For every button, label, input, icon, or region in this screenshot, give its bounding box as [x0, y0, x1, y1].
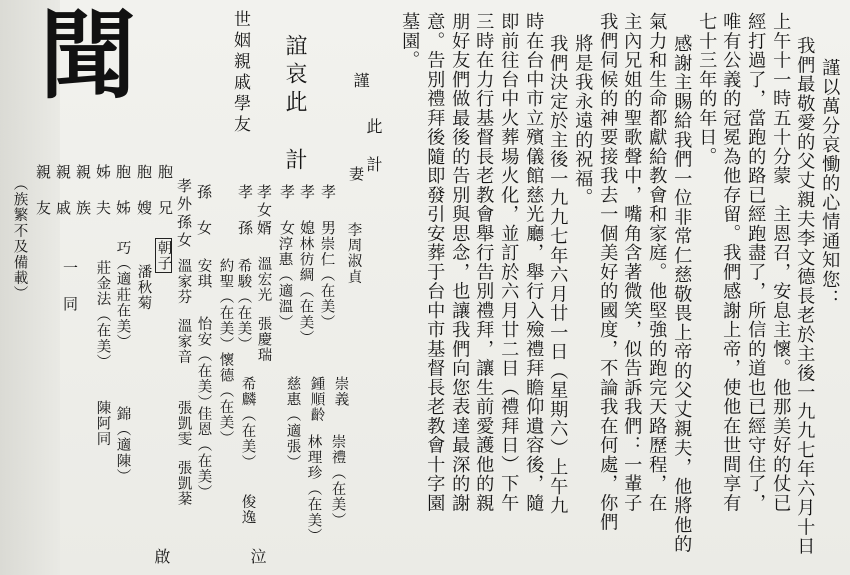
daughters-label: 孝 女	[278, 184, 296, 238]
signoff-qi: 啟	[152, 548, 171, 566]
grandsons-name-1: 希駿（在美）	[235, 258, 252, 353]
notice-column-2: 我們最敬愛的父丈親夫李文德長老於主後一九九七年六月十日	[794, 36, 816, 556]
grandsons-more-1: 約聖（在美）	[217, 258, 234, 353]
sil2-label: 胞 嫂	[135, 164, 153, 218]
ext-grand-name-3: 張凱雯	[175, 400, 192, 448]
brother-label: 胞 兄	[156, 164, 174, 218]
sil-name-1: 溫宏光	[255, 256, 272, 304]
ext-grand-name-2: 溫家音	[175, 318, 192, 366]
sons-name-3: 崇禮（在美）	[329, 434, 346, 529]
bil-name-1: 莊金法（在美）	[94, 260, 111, 370]
notice-column-1: 謹以萬分哀慟的心情通知您：	[819, 58, 841, 309]
grandsons-label: 孝 孫	[236, 184, 254, 238]
heading-big-character: 聞	[40, 0, 136, 112]
dil-name-2: 鍾順齡	[308, 376, 325, 424]
wife-label: 妻	[347, 166, 365, 184]
friends-label: 親 友	[34, 164, 52, 218]
notice-column-9: 主內兄姐的聖歌聲中，嘴角含著微笑，似告訴我們：一輩子	[621, 12, 643, 513]
sons-label: 孝 男	[319, 184, 337, 238]
sons-name-1: 崇仁（在美）	[318, 236, 335, 331]
bil-name-2: 陳阿同	[94, 400, 111, 448]
header-ji: 計	[364, 156, 383, 174]
granddaughters-label: 孫 女	[195, 184, 213, 238]
dil-name-3: 林理珍（在美）	[305, 434, 322, 544]
header-line-2: 計	[282, 148, 307, 174]
sister-name-1: 巧（適莊在美）	[114, 240, 131, 350]
header-ci: 此	[364, 118, 383, 136]
clan-label: 親 族	[74, 164, 92, 218]
notice-column-16: 朋好友們做最後的告別與思念，也讓我們向您表達最深的謝	[449, 12, 471, 513]
sil-name-2: 張慶瑞	[255, 316, 272, 364]
notice-column-5: 唯有公義的冠冕為他存留。我們感謝上帝，使他在世間享有	[720, 12, 742, 513]
grandsons-more-2: 懷德（在美）	[217, 352, 234, 447]
grandsons-more-3: 俊逸	[239, 494, 256, 526]
sister-name-2: 錦（適陳）	[114, 406, 131, 485]
notice-column-13: 時在台中市立殯儀館慈光廳，舉行入殮禮拜瞻仰遺容後，隨	[523, 12, 545, 513]
daughters-name-2: 慈惠（適張）	[284, 376, 301, 471]
brother-name: 朝子	[155, 240, 172, 272]
notice-column-15: 三時在力行基督長老教會舉行告別禮拜，讓生前愛護他的親	[473, 12, 495, 513]
notice-column-4: 經打過了，當跑的路已經跑盡了，所信的道也已經守住了，	[745, 12, 767, 513]
signoff-weep: 泣	[248, 548, 267, 566]
header-org-line: 世姻親戚學友	[230, 10, 250, 136]
header-line-1: 誼哀此	[282, 34, 307, 118]
grandsons-name-2: 希麟（在美）	[239, 376, 256, 471]
sister-label: 胞 姊	[114, 164, 132, 218]
notice-column-11: 將是我永遠的祝福。	[572, 34, 594, 208]
sons-name-2: 崇義	[332, 376, 349, 408]
notice-column-3: 上午十一時五十分蒙 主恩召，安息主懷。他那美好的仗已	[770, 12, 792, 513]
notice-column-10: 我們伺候的神要接我去一個美好的國度，不論我在何處，你們	[597, 12, 619, 532]
granddaughters-name-2: 怡安（在美）	[195, 316, 212, 411]
ext-grand-name-1: 溫家芬	[175, 258, 192, 306]
notice-column-14: 即前往台中火葬場火化，並訂於六月廿二日（禮拜日）下午	[498, 12, 520, 513]
wife-name: 李周淑貞	[345, 222, 362, 285]
granddaughters-name-3: 佳恩（在美）	[195, 406, 212, 501]
notice-column-18: 墓園。	[399, 12, 421, 70]
header-lead-char: 謹	[351, 72, 370, 90]
sil-label: 孝女婿	[255, 184, 273, 238]
bil-label: 姊 夫	[94, 164, 112, 218]
relatives-label: 親 戚	[54, 164, 72, 218]
together-text: 一 同	[61, 260, 79, 314]
notice-column-12: 我們決定於主後一九九七年六月廿一日（星期六）上午九	[547, 34, 569, 516]
notice-column-17: 意。告別禮拜後隨即發引安葬于台中市基督長老教會十字園	[424, 12, 446, 513]
dil-name-1: 林彷綢（在美）	[297, 236, 314, 346]
footnote-text: （族繁不及備載）	[11, 176, 28, 302]
ext-grand-name-4: 張凱棻	[175, 460, 192, 508]
dil-label: 孝 媳	[298, 184, 316, 238]
notice-column-6: 七十三年的年日。	[696, 12, 718, 166]
notice-column-8: 氣力和生命都獻給教會和家庭。他堅強的跑完天路歷程，在	[646, 12, 668, 513]
daughters-name-1: 淳惠（適溫）	[276, 236, 293, 331]
sil2-name: 潘秋菊	[135, 264, 152, 312]
notice-column-7: 感謝主賜給我們一位非常仁慈敬畏上帝的父丈親夫，他將他的	[671, 34, 693, 554]
ext-grand-label: 孝外孫女	[175, 178, 193, 250]
granddaughters-name-1: 安琪	[195, 258, 212, 290]
